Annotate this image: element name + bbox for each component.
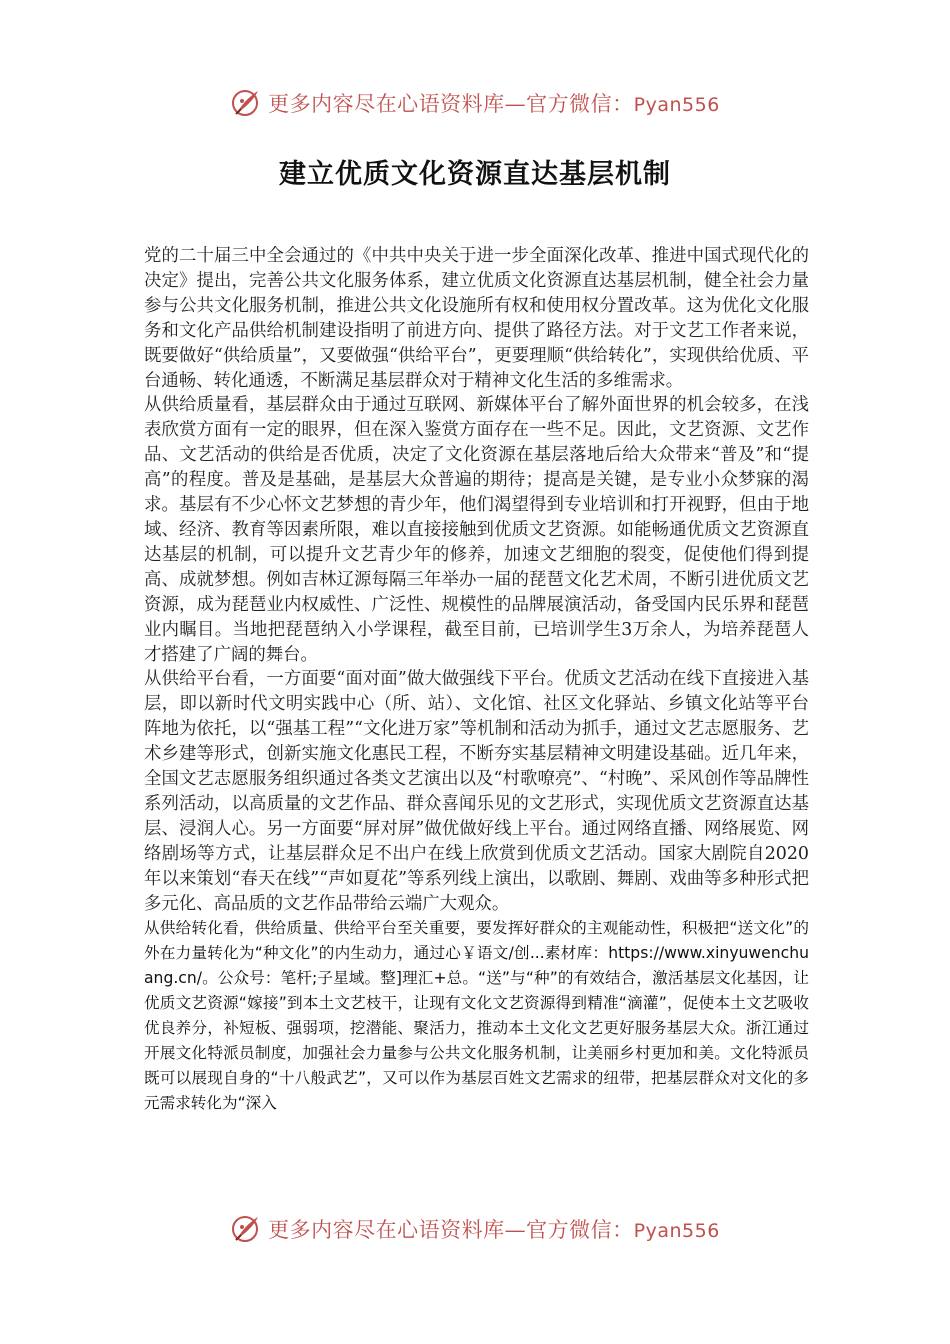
paragraph-intro: 党的二十届三中全会通过的《中共中央关于进一步全面深化改革、推进中国式现代化的决定》提出，完善公共文化服务体系，建立优质文化资源直达基层机制，健全社会力量参与公共文化服务机制，推进公共文化设施所有权和使用权分置改革。这为优化文化服务和文化产品供给机制建设指明了前进方向、提供了路径方法。对于文艺工作者来说，既要做好“供给质量”，又要做强“供给平台”，更要理顺“供给转化”，实现供给优质、平台通畅、转化通透，不断满足基层群众对于精神文化生活的多维需求。: [144, 246, 809, 391]
footer-banner: [0, 1209, 950, 1249]
document-body: [144, 244, 809, 1116]
paragraph-supply-transformation: 从供给转化看，供给质量、供给平台至关重要，要发挥好群众的主观能动性，积极把“送文化”的外在力量转化为“种文化”的内生动力，通过心￥语文/创...素材库：https://www.xinyuwenchuang.cn/。公众号：笔杆;子星域。整]理汇+总。“送”与“种”的有效结合，激活基层文化基因，让优质文艺资源“嫁接”到本土文艺枝干，让现有文化文艺资源得到精准“滴灌”，促使本土文艺吸收优良养分，补短板、强弱项，挖潜能、聚活力，推动本土文化文艺更好服务基层大众。浙江通过开展文化特派员制度，加强社会力量参与公共文化服务机制，让美丽乡村更加和美。文化特派员既可以展现自身的“十八般武艺”，又可以作为基层百姓文艺需求的纽带，把基层群众对文化的多元需求转化为“深入: [144, 919, 809, 1112]
document-title: 建立优质文化资源直达基层机制: [279, 159, 671, 190]
header-banner-text: [268, 88, 720, 118]
quill-pen-logo-icon: [230, 1213, 262, 1245]
header-wechat-id: Pyan556: [633, 94, 720, 116]
footer-wechat-id: Pyan556: [633, 1220, 720, 1242]
header-banner: [0, 83, 950, 123]
footer-banner-label: 更多内容尽在心语资料库—官方微信：: [268, 1218, 634, 1242]
quill-pen-logo-icon: [230, 87, 262, 119]
paragraph-supply-platform: 从供给平台看，一方面要“面对面”做大做强线下平台。优质文艺活动在线下直接进入基层，即以新时代文明实践中心（所、站）、文化馆、社区文化驿站、乡镇文化站等平台阵地为依托，以“强基工程”“文化进万家”等机制和活动为抓手，通过文艺志愿服务、艺术乡建等形式，创新实施文化惠民工程，不断夯实基层精神文明建设基础。近几年来，全国文艺志愿服务组织通过各类文艺演出以及“村歌嘹亮”、“村晚”、采风创作等品牌性系列活动，以高质量的文艺作品、群众喜闻乐见的文艺形式，实现优质文艺资源直达基层、浸润人心。另一方面要“屏对屏”做优做好线上平台。通过网络直播、网络展览、网络剧场等方式，让基层群众足不出户在线上欣赏到优质文艺活动。国家大剧院自2020年以来策划“春天在线”“声如夏花”等系列线上演出，以歌剧、舞剧、戏曲等多种形式把多元化、高品质的文艺作品带给云端广大观众。: [144, 669, 809, 914]
footer-banner-text: [268, 1214, 720, 1244]
header-banner-label: 更多内容尽在心语资料库—官方微信：: [268, 92, 634, 116]
paragraph-supply-quality: 从供给质量看，基层群众由于通过互联网、新媒体平台了解外面世界的机会较多，在浅表欣赏方面有一定的眼界，但在深入鉴赏方面存在一些不足。因此，文艺资源、文艺作品、文艺活动的供给是否优质，决定了文化资源在基层落地后给大众带来“普及”和“提高”的程度。普及是基础，是基层大众普遍的期待；提高是关键，是专业小众梦寐的渴求。基层有不少心怀文艺梦想的青少年，他们渴望得到专业培训和打开视野，但由于地域、经济、教育等因素所限，难以直接接触到优质文艺资源。如能畅通优质文艺资源直达基层的机制，可以提升文艺青少年的修养，加速文艺细胞的裂变，促使他们得到提高、成就梦想。例如吉林辽源每隔三年举办一届的琵琶文化艺术周，不断引进优质文艺资源，成为琵琶业内权威性、广泛性、规模性的品牌展演活动，备受国内民乐界和琵琶业内瞩目。当地把琵琶纳入小学课程，截至目前，已培训学生3万余人，为培养琵琶人才搭建了广阔的舞台。: [144, 395, 809, 665]
